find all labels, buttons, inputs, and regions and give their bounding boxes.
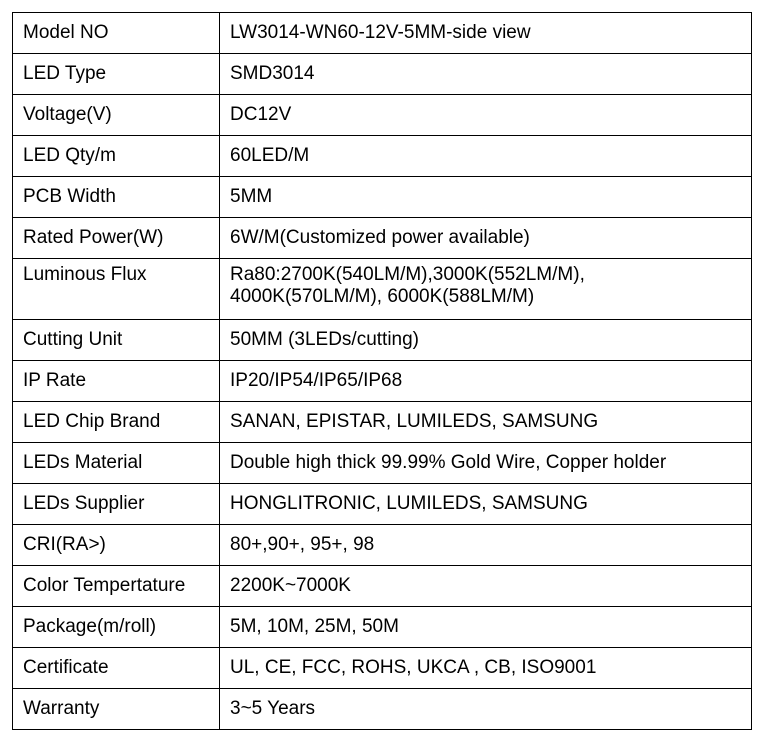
- spec-value: [220, 177, 752, 218]
- spec-label: PCB Width: [13, 177, 220, 218]
- spec-value-line: IP20/IP54/IP65/IP68: [230, 370, 403, 391]
- table-row: [13, 54, 752, 95]
- table-row: [13, 689, 752, 730]
- spec-label: IP Rate: [13, 361, 220, 402]
- spec-value-line: 80+,90+, 95+, 98: [230, 534, 375, 555]
- table-row: [13, 218, 752, 259]
- table-row: [13, 566, 752, 607]
- spec-value: [220, 218, 752, 259]
- spec-label: Warranty: [13, 689, 220, 730]
- spec-label: LED Chip Brand: [13, 402, 220, 443]
- spec-value-line: 2200K~7000K: [230, 575, 351, 596]
- spec-value-line: 5MM: [230, 186, 273, 207]
- spec-label: Rated Power(W): [13, 218, 220, 259]
- spec-label: Cutting Unit: [13, 320, 220, 361]
- spec-value: [220, 607, 752, 648]
- spec-value: [220, 525, 752, 566]
- spec-value: [220, 259, 752, 320]
- spec-label: Model NO: [13, 13, 220, 54]
- spec-value-line: 60LED/M: [230, 145, 310, 166]
- spec-label: Certificate: [13, 648, 220, 689]
- spec-value: [220, 648, 752, 689]
- spec-value-line: SMD3014: [230, 63, 315, 84]
- spec-label: Voltage(V): [13, 95, 220, 136]
- spec-label: LED Type: [13, 54, 220, 95]
- table-row: [13, 607, 752, 648]
- spec-table-body: [13, 13, 752, 730]
- spec-value: [220, 443, 752, 484]
- spec-value: [220, 689, 752, 730]
- spec-value-line: 50MM (3LEDs/cutting): [230, 329, 420, 350]
- spec-value-line: Ra80:2700K(540LM/M),3000K(552LM/M),: [230, 264, 585, 285]
- spec-value: [220, 402, 752, 443]
- spec-value: [220, 13, 752, 54]
- spec-label: LEDs Material: [13, 443, 220, 484]
- spec-value: [220, 95, 752, 136]
- spec-value-line: HONGLITRONIC, LUMILEDS, SAMSUNG: [230, 493, 588, 514]
- spec-table: [12, 12, 752, 730]
- spec-value-line: DC12V: [230, 104, 292, 125]
- spec-value-line: UL, CE, FCC, ROHS, UKCA , CB, ISO9001: [230, 657, 597, 678]
- table-row: [13, 648, 752, 689]
- spec-value-line: LW3014-WN60-12V-5MM-side view: [230, 22, 531, 43]
- spec-value: [220, 136, 752, 177]
- spec-value-line: 4000K(570LM/M), 6000K(588LM/M): [230, 286, 535, 307]
- table-row: [13, 259, 752, 320]
- spec-label: Color Tempertature: [13, 566, 220, 607]
- spec-label: CRI(RA>): [13, 525, 220, 566]
- spec-label: Luminous Flux: [13, 259, 220, 320]
- table-row: [13, 320, 752, 361]
- spec-value: [220, 361, 752, 402]
- table-row: [13, 177, 752, 218]
- spec-value-line: SANAN, EPISTAR, LUMILEDS, SAMSUNG: [230, 411, 599, 432]
- table-row: [13, 136, 752, 177]
- table-row: [13, 13, 752, 54]
- spec-value-line: 5M, 10M, 25M, 50M: [230, 616, 399, 637]
- spec-value-line: Double high thick 99.99% Gold Wire, Copper holder: [230, 452, 667, 473]
- table-row: [13, 95, 752, 136]
- spec-label: LEDs Supplier: [13, 484, 220, 525]
- spec-value-line: 3~5 Years: [230, 698, 316, 719]
- spec-value: [220, 54, 752, 95]
- spec-value: [220, 320, 752, 361]
- spec-label: LED Qty/m: [13, 136, 220, 177]
- table-row: [13, 402, 752, 443]
- spec-value: [220, 566, 752, 607]
- spec-value: [220, 484, 752, 525]
- table-row: [13, 361, 752, 402]
- spec-label: Package(m/roll): [13, 607, 220, 648]
- table-row: [13, 443, 752, 484]
- spec-value-line: 6W/M(Customized power available): [230, 227, 530, 248]
- table-row: [13, 484, 752, 525]
- table-row: [13, 525, 752, 566]
